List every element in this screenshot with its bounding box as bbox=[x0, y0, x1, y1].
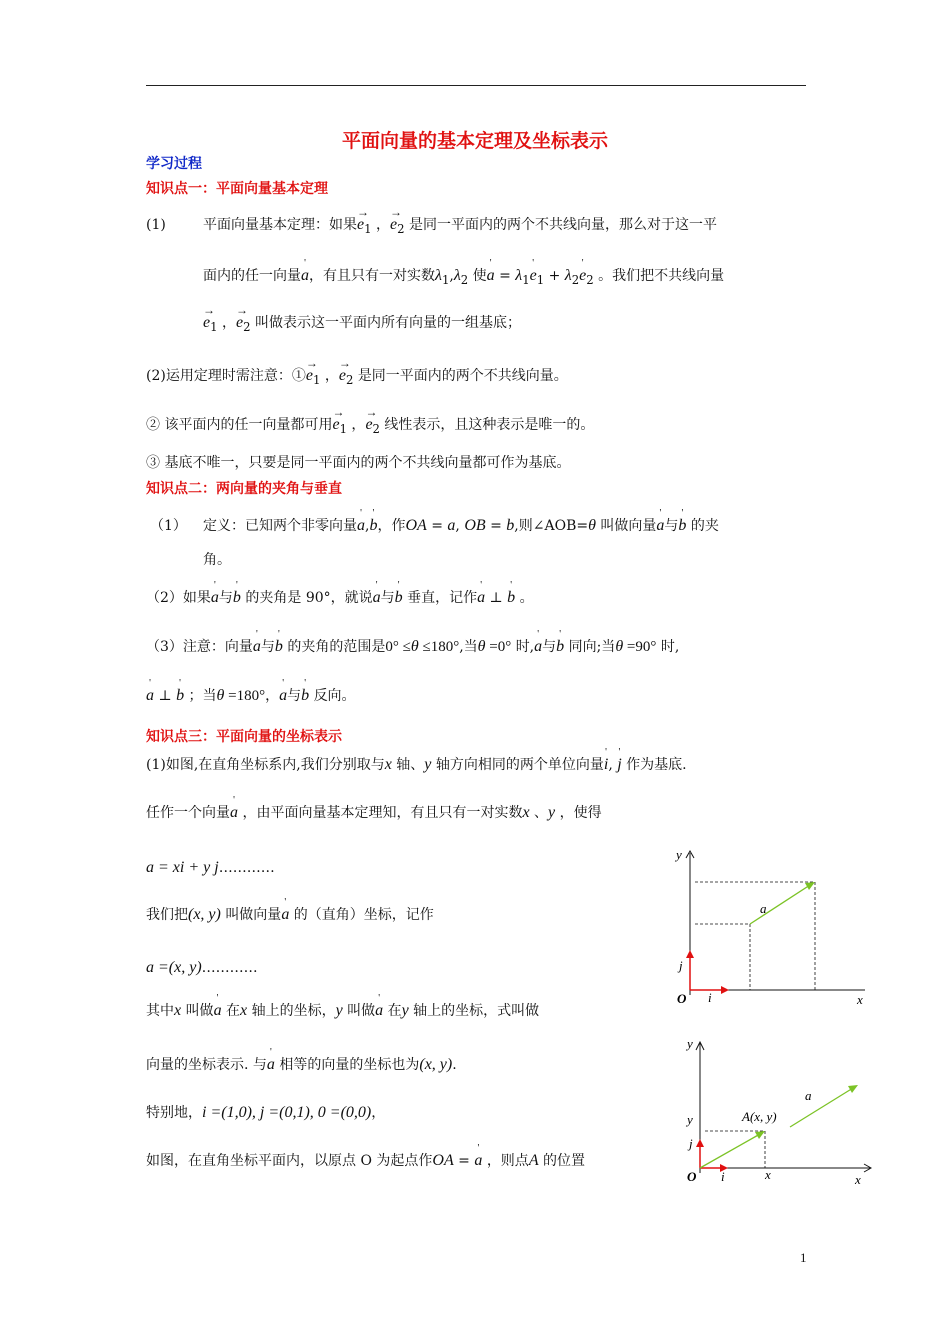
i-label: i bbox=[708, 990, 712, 1005]
section-heading: 学习过程 bbox=[146, 156, 202, 172]
y-axis-label: y bbox=[676, 847, 682, 862]
origin-label-2: O bbox=[687, 1169, 697, 1184]
x-coord-label: x bbox=[765, 1167, 771, 1182]
kp2-p1-label: （1） bbox=[150, 518, 187, 534]
x-axis-label-2: x bbox=[855, 1172, 861, 1187]
kp3-heading: 知识点三：平面向量的坐标表示 bbox=[146, 729, 342, 745]
page-title: 平面向量的基本定理及坐标表示 bbox=[341, 130, 608, 152]
kp1-p4: ③ 基底不唯一，只要是同一平面内的两个不共线向量都可作为基底。 bbox=[146, 455, 571, 471]
kp3-p6: 特别地，i =(1,0), j =(0,1), 0 =(0,0)， bbox=[146, 1104, 386, 1121]
kp2-p1-line2: 角。 bbox=[203, 552, 231, 568]
kp2-heading: 知识点二：两向量的夹角与垂直 bbox=[146, 481, 342, 497]
j-label: j bbox=[679, 958, 683, 973]
x-axis-label: x bbox=[857, 992, 863, 1007]
kp3-p7: 如图，在直角坐标平面内，以原点 O 为起点作OA = ' a ，则点A 的位置 bbox=[146, 1151, 585, 1171]
kp2-p4: ' a ⊥ ' b ；当θ =180°，' a与' b 反向。 bbox=[146, 686, 356, 706]
coordinate-figure-2 bbox=[665, 1033, 875, 1193]
header-rule bbox=[146, 85, 806, 86]
kp3-p1: (1)如图,在直角坐标系内,我们分别取与x 轴、y 轴方向相同的两个单位向量' i, ' j 作为基底. bbox=[146, 755, 687, 775]
a-label: a bbox=[760, 901, 767, 916]
kp2-p2: （2）如果' a与' b 的夹角是 90°，就说' a与' b 垂直，记作' a ⊥ ' b 。 bbox=[146, 588, 534, 608]
kp1-p1-line1: 平面向量基本定理：如果→ $e_1$ ，→ $e_2$ 是同一平面内的两个不共线向量，那么对于这一平 bbox=[203, 215, 717, 239]
kp3-eq1: a = xi + y j………… bbox=[146, 859, 275, 876]
kp2-p3: （3）注意：向量' a与' b 的夹角的范围是0° ≤θ ≤180°,当θ =0° 时,' a与' b 同向;当θ =90° 时, bbox=[146, 637, 679, 657]
kp1-heading: 知识点一：平面向量基本定理 bbox=[146, 181, 328, 197]
kp3-p5: 向量的坐标表示. 与' a 相等的向量的坐标也为(x, y). bbox=[146, 1055, 457, 1075]
kp1-p3: ② 该平面内的任一向量都可用→ $e_1$ ，→ $e_2$ 线性表示，且这种表示是唯一的。 bbox=[146, 415, 594, 439]
vector-a-label-2: a bbox=[805, 1088, 812, 1103]
j-label-2: j bbox=[689, 1136, 693, 1151]
y-axis-label-2: y bbox=[687, 1036, 693, 1051]
i-label-2: i bbox=[721, 1169, 725, 1184]
y-coord-label: y bbox=[687, 1112, 693, 1127]
kp1-p2: (2)运用定理时需注意：①→ $e_1$ ，→ $e_2$ 是同一平面内的两个不共线向量。 bbox=[146, 366, 568, 390]
kp3-eq2: a =(x, y)………… bbox=[146, 959, 258, 976]
kp3-p3: 我们把(x, y) 叫做向量' a 的（直角）坐标，记作 bbox=[146, 905, 434, 925]
point-a-label: A(x, y) bbox=[742, 1109, 777, 1124]
kp2-p1: 定义：已知两个非零向量' a,' b，作OA = a, OB = b,则∠AOB=θ 叫做向量' a与' b 的夹 bbox=[203, 516, 719, 536]
kp1-p1-label: (1) bbox=[146, 217, 166, 233]
kp1-p1-line2: 面内的任一向量' a，有且只有一对实数$\lambda_1,\lambda_2$ 使' $a = \lambda_1'$ $e_1 + \lambda_2'$ $e_2$ 。我们把不共线向量 bbox=[203, 266, 724, 290]
kp3-p2: 任作一个向量' a ，由平面向量基本定理知，有且只有一对实数x 、y ，使得 bbox=[146, 803, 602, 823]
origin-label: O bbox=[677, 991, 687, 1006]
coordinate-figure-1 bbox=[665, 845, 875, 1010]
kp1-p1-line3: → $e_1$ ，→ $e_2$ 叫做表示这一平面内所有向量的一组基底； bbox=[203, 313, 521, 337]
kp3-p4: 其中x 叫做' a 在x 轴上的坐标，y 叫做' a 在y 轴上的坐标，式叫做 bbox=[146, 1001, 539, 1021]
vector-a bbox=[750, 885, 810, 924]
page-number: 1 bbox=[800, 1250, 807, 1265]
